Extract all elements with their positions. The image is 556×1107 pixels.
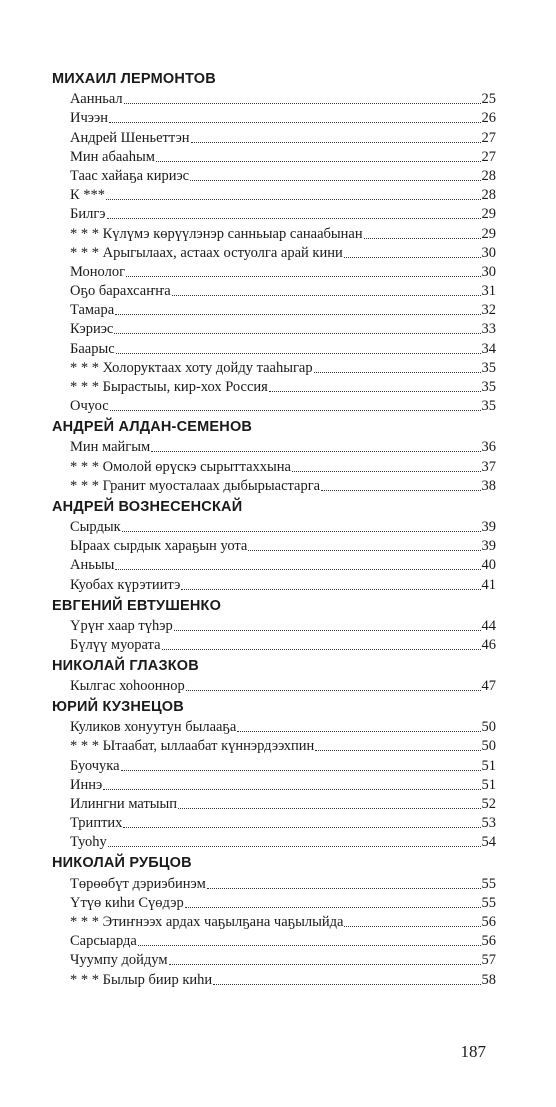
dot-leader xyxy=(107,218,481,219)
toc-entry xyxy=(52,913,496,932)
entry-title: Триптих xyxy=(70,815,123,832)
toc-entry xyxy=(52,186,496,205)
entry-page-number: 27 xyxy=(481,148,496,165)
entry-page-number: 31 xyxy=(481,283,496,300)
entry-title: * * * Холоруктаах хоту дойду тааһыгар xyxy=(70,359,313,376)
entry-title: Очуос xyxy=(70,398,109,415)
entry-title: Кэриэс xyxy=(70,321,114,338)
dot-leader xyxy=(124,103,481,104)
entry-page-number: 33 xyxy=(481,321,496,338)
dot-leader xyxy=(292,471,481,472)
dot-leader xyxy=(174,630,481,631)
dot-leader xyxy=(237,731,480,732)
dot-leader xyxy=(314,372,481,373)
entry-title: Иннэ xyxy=(70,776,103,793)
dot-leader xyxy=(114,333,480,334)
dot-leader xyxy=(106,199,480,200)
toc-entry xyxy=(52,636,496,655)
toc-section xyxy=(52,496,496,595)
dot-leader xyxy=(207,888,481,889)
entry-page-number: 56 xyxy=(481,933,496,950)
entry-title: * * * Омолой өрүскэ сырыттаххына xyxy=(70,458,291,475)
toc-entry xyxy=(52,833,496,852)
toc-section xyxy=(52,68,496,416)
toc-section xyxy=(52,655,496,696)
dot-leader xyxy=(110,410,481,411)
toc-entry xyxy=(52,477,496,496)
entry-page-number: 44 xyxy=(481,617,496,634)
entry-page-number: 29 xyxy=(481,206,496,223)
entry-title: Баарыс xyxy=(70,340,115,357)
dot-leader xyxy=(138,945,481,946)
toc-entry xyxy=(52,951,496,970)
dot-leader xyxy=(269,391,481,392)
dot-leader xyxy=(321,490,480,491)
table-of-contents xyxy=(52,68,496,990)
dot-leader xyxy=(122,531,481,532)
dot-leader xyxy=(121,770,481,771)
dot-leader xyxy=(344,257,481,258)
dot-leader xyxy=(248,550,480,551)
entry-title: * * * Гранит муосталаах дыбырыастарга xyxy=(70,477,321,494)
entry-page-number: 27 xyxy=(481,129,496,146)
toc-entry xyxy=(52,282,496,301)
entry-title: Сарсыарда xyxy=(70,933,137,950)
dot-leader xyxy=(178,808,480,809)
entry-title: Мин абааһым xyxy=(70,148,155,165)
page-number: 187 xyxy=(460,1042,486,1061)
author-heading: НИКОЛАЙ ГЛАЗКОВ xyxy=(52,657,199,674)
entry-title: Андрей Шеньеттэн xyxy=(70,129,190,146)
toc-section xyxy=(52,852,496,989)
entry-page-number: 30 xyxy=(481,263,496,280)
entry-page-number: 39 xyxy=(481,518,496,535)
entry-title: Куобах күрэтиитэ xyxy=(70,576,181,593)
entry-title: Монолог xyxy=(70,263,126,280)
entry-title: Оҕо барахсаҥҥа xyxy=(70,283,171,300)
toc-entry xyxy=(52,339,496,358)
author-heading: ЕВГЕНИЙ ЕВТУШЕНКО xyxy=(52,597,222,614)
toc-entry xyxy=(52,167,496,186)
entry-page-number: 55 xyxy=(481,894,496,911)
author-heading: АНДРЕЙ АЛДАН-СЕМЕНОВ xyxy=(52,419,253,436)
entry-page-number: 26 xyxy=(481,110,496,127)
entry-page-number: 58 xyxy=(481,971,496,988)
entry-title: * * * Арыгылаах, астаах остуолга арай кини xyxy=(70,244,343,261)
entry-title: * * * Этиҥнээх ардах чаҕылҕана чаҕылыйда xyxy=(70,913,344,930)
toc-entry xyxy=(52,737,496,756)
entry-title: Таас хайаҕа кириэс xyxy=(70,167,190,184)
entry-page-number: 50 xyxy=(481,738,496,755)
entry-title: * * * Бырастыы, кир-хох Россия xyxy=(70,379,268,395)
toc-section xyxy=(52,416,496,496)
toc-entry xyxy=(52,301,496,320)
dot-leader xyxy=(190,180,480,181)
dot-leader xyxy=(109,122,481,123)
entry-title: Сырдык xyxy=(70,518,121,535)
entry-page-number: 36 xyxy=(481,439,496,456)
entry-title: Төрөөбүт дэриэбинэм xyxy=(70,875,206,892)
toc-entry xyxy=(52,90,496,109)
toc-entry xyxy=(52,397,496,416)
entry-page-number: 37 xyxy=(481,458,496,475)
entry-page-number: 29 xyxy=(481,225,496,242)
dot-leader xyxy=(116,353,481,354)
toc-entry xyxy=(52,932,496,951)
dot-leader xyxy=(186,690,481,691)
toc-section xyxy=(52,595,496,655)
entry-page-number: 46 xyxy=(481,636,496,653)
entry-page-number: 28 xyxy=(481,167,496,184)
entry-page-number: 35 xyxy=(481,379,496,395)
entry-title: Ичээн xyxy=(70,110,108,127)
dot-leader xyxy=(364,238,481,239)
dot-leader xyxy=(151,451,480,452)
toc-entry xyxy=(52,205,496,224)
entry-title: Тамара xyxy=(70,302,115,319)
entry-page-number: 41 xyxy=(481,576,496,593)
entry-title: Бүлүү муората xyxy=(70,636,161,653)
author-heading: АНДРЕЙ ВОЗНЕСЕНСКАЙ xyxy=(52,498,243,515)
toc-entry xyxy=(52,894,496,913)
entry-page-number: 50 xyxy=(481,719,496,736)
entry-title: Илингни матыып xyxy=(70,796,178,812)
toc-entry xyxy=(52,970,496,989)
toc-entry xyxy=(52,756,496,775)
dot-leader xyxy=(103,789,480,790)
dot-leader xyxy=(181,589,480,590)
entry-title: К *** xyxy=(70,187,106,204)
toc-entry xyxy=(52,148,496,167)
entry-page-number: 53 xyxy=(481,815,496,832)
toc-entry xyxy=(52,457,496,476)
author-heading: МИХАИЛ ЛЕРМОНТОВ xyxy=(52,71,216,87)
dot-leader xyxy=(156,161,481,162)
toc-entry xyxy=(52,320,496,339)
entry-title: Туоһу xyxy=(70,834,107,851)
dot-leader xyxy=(108,846,481,847)
dot-leader xyxy=(172,295,481,296)
dot-leader xyxy=(191,142,481,143)
entry-title: Чуумпу дойдум xyxy=(70,952,168,969)
dot-leader xyxy=(169,964,481,965)
entry-page-number: 56 xyxy=(481,913,496,930)
entry-page-number: 35 xyxy=(481,398,496,415)
entry-page-number: 34 xyxy=(481,340,496,357)
toc-entry xyxy=(52,224,496,243)
toc-entry xyxy=(52,518,496,537)
entry-title: Билгэ xyxy=(70,206,106,223)
toc-entry xyxy=(52,244,496,263)
dot-leader xyxy=(315,750,480,751)
entry-page-number: 38 xyxy=(481,477,496,494)
toc-entry xyxy=(52,575,496,594)
entry-page-number: 32 xyxy=(481,302,496,319)
toc-entry xyxy=(52,128,496,147)
entry-page-number: 30 xyxy=(481,244,496,261)
toc-section xyxy=(52,696,496,852)
entry-title: Үрүҥ хаар түһэр xyxy=(70,617,173,634)
entry-title: Аньыы xyxy=(70,557,115,574)
toc-entry xyxy=(52,814,496,833)
toc-entry xyxy=(52,776,496,795)
dot-leader xyxy=(162,649,481,650)
dot-leader xyxy=(123,827,480,828)
entry-page-number: 47 xyxy=(481,678,496,695)
toc-entry xyxy=(52,537,496,556)
dot-leader xyxy=(344,926,480,927)
toc-entry xyxy=(52,438,496,457)
toc-entry xyxy=(52,556,496,575)
entry-title: Аанньал xyxy=(70,91,123,108)
entry-page-number: 25 xyxy=(481,91,496,108)
entry-title: * * * Ытаабат, ыллаабат күннэрдээхпин xyxy=(70,738,315,755)
entry-page-number: 51 xyxy=(481,776,496,793)
toc-entry xyxy=(52,874,496,893)
entry-title: Үтүө киһи Сүөдэр xyxy=(70,894,184,911)
entry-title: Ыраах сырдык хараҕын уота xyxy=(70,538,248,555)
toc-entry xyxy=(52,359,496,378)
dot-leader xyxy=(185,907,481,908)
toc-entry xyxy=(52,263,496,282)
toc-entry xyxy=(52,718,496,737)
entry-page-number: 54 xyxy=(481,834,496,851)
toc-entry xyxy=(52,378,496,397)
dot-leader xyxy=(115,314,480,315)
entry-title: Куликов хонуутун былааҕа xyxy=(70,719,237,736)
author-heading: ЮРИЙ КУЗНЕЦОВ xyxy=(52,699,184,716)
dot-leader xyxy=(213,984,480,985)
toc-entry xyxy=(52,617,496,636)
dot-leader xyxy=(115,569,480,570)
entry-title: * * * Былыр биир киһи xyxy=(70,971,213,988)
toc-entry xyxy=(52,795,496,814)
entry-page-number: 52 xyxy=(481,796,496,812)
entry-title: Кылгас хоһооннор xyxy=(70,678,185,695)
entry-page-number: 35 xyxy=(481,359,496,376)
entry-page-number: 40 xyxy=(481,557,496,574)
toc-entry xyxy=(52,677,496,696)
entry-page-number: 28 xyxy=(481,187,496,204)
entry-title: * * * Күлүмэ көрүүлэнэр санньыар санаабынан xyxy=(70,225,363,242)
entry-page-number: 51 xyxy=(481,757,496,774)
entry-page-number: 39 xyxy=(481,538,496,555)
author-heading: НИКОЛАЙ РУБЦОВ xyxy=(52,855,192,872)
entry-page-number: 55 xyxy=(481,875,496,892)
entry-page-number: 57 xyxy=(481,952,496,969)
entry-title: Буочука xyxy=(70,757,120,774)
dot-leader xyxy=(126,276,480,277)
toc-entry xyxy=(52,109,496,128)
entry-title: Мин майгым xyxy=(70,439,151,456)
